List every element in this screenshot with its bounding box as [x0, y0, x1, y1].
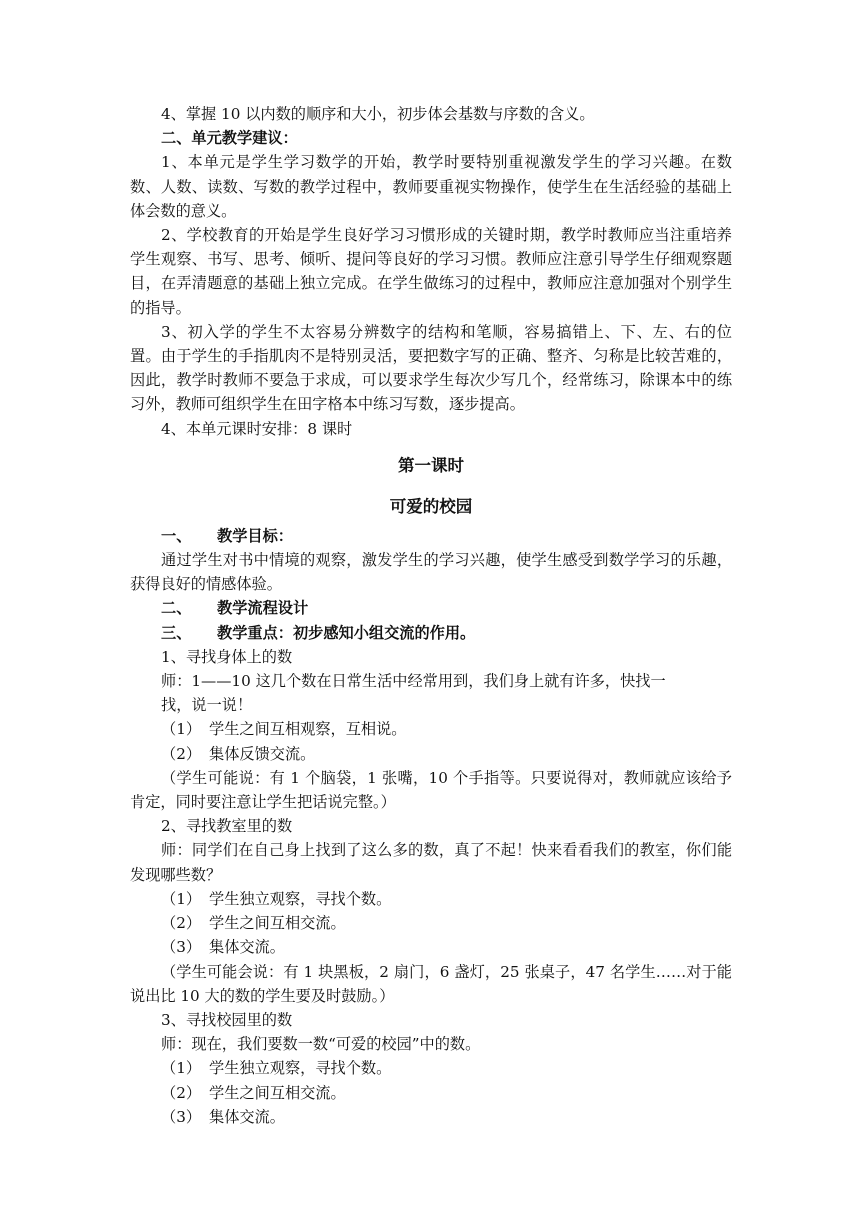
part-1-step-2-number: （2） [161, 744, 202, 763]
part-3-step-3-text: 集体交流。 [209, 1107, 285, 1126]
suggestion-4-paragraph: 4、本单元课时安排：8 课时 [161, 419, 353, 438]
part-1-teacher-line [130, 669, 732, 717]
document-page [130, 102, 732, 1129]
part-3-step-2-text: 学生之间互相交流。 [209, 1083, 346, 1102]
part-3-step-1-number: （1） [161, 1059, 202, 1078]
suggestion-2-paragraph: 2、学校教育的开始是学生良好学习习惯形成的关键时期，教学时教师应当注重培养学生观察、书写、思考、倾听、提问等良好的学习习惯。教师应注意引导学生仔细观察题目，在弄清题意的基础上独立完成。在学生做练习的过程中，教师应注意加强对个别学生的指导。 [130, 226, 732, 317]
part-1-title: 1、寻找身体上的数 [161, 647, 293, 666]
part-2-note: （学生可能会说：有 1 块黑板，2 扇门，6 盏灯，25 张桌子，47 名学生……对于能说出比 10 大的数的学生要及时鼓励。） [130, 962, 732, 1005]
part-2-step-3-number: （3） [161, 938, 202, 957]
part-2-step-1 [130, 887, 732, 911]
lesson-subtitle: 可爱的校园 [389, 496, 473, 516]
suggestion-3-paragraph: 3、初入学的学生不太容易分辨数字的结构和笔顺，容易搞错上、下、左、右的位置。由于学生的手指肌肉不是特别灵活，要把数字写的正确、整齐、匀称是比较苦难的，因此，教学时教师不要急于求成，可以要求学生每次少写几个，经常练习，除课本中的练习外，教师可组织学生在田字格本中练习写数，逐步提高。 [130, 322, 732, 414]
part-3-step-1-text: 学生独立观察，寻找个数。 [209, 1059, 392, 1078]
part-2-step-1-text: 学生独立观察，寻找个数。 [209, 889, 392, 908]
part-2-title: 2、寻找教室里的数 [161, 817, 293, 836]
focus-heading-text: 教学重点：初步感知小组交流的作用。 [217, 623, 476, 642]
part-3-step-1 [130, 1056, 732, 1080]
focus-heading [130, 621, 732, 645]
part-1-step-1-text: 学生之间互相观察，互相说。 [209, 720, 407, 739]
objective-paragraph: 通过学生对书中情境的观察，激发学生的学习兴趣，使学生感受到数学学习的乐趣，获得良好的情感体验。 [130, 551, 732, 594]
objective-heading [130, 524, 732, 548]
part-2-step-3-text: 集体交流。 [209, 938, 285, 957]
part-3-teacher: 师：现在，我们要数一数“可爱的校园”中的数。 [161, 1035, 481, 1054]
part-2-step-1-number: （1） [161, 889, 202, 908]
part-3-step-2 [130, 1081, 732, 1105]
objective-heading-number: 一、 [161, 526, 192, 545]
part-1-step-2-text: 集体反馈交流。 [209, 744, 316, 763]
part-1-step-1 [130, 717, 732, 741]
part-3-step-3-number: （3） [161, 1107, 202, 1126]
process-heading-text: 教学流程设计 [217, 599, 309, 618]
process-heading [130, 596, 732, 620]
part-3-step-2-number: （2） [161, 1083, 202, 1102]
process-heading-number: 二、 [161, 599, 192, 618]
part-1-note: （学生可能说：有 1 个脑袋，1 张嘴，10 个手指等。只要说得对，教师就应该给予肯定，同时要注意让学生把话说完整。） [130, 768, 732, 812]
part-1-step-1-number: （1） [161, 720, 202, 739]
part-2-step-2-number: （2） [161, 914, 202, 933]
goal-4-paragraph: 4、掌握 10 以内数的顺序和大小，初步体会基数与序数的含义。 [161, 105, 595, 123]
part-2-step-2-text: 学生之间互相交流。 [209, 914, 346, 933]
part-2-step-2 [130, 911, 732, 935]
part-2-teacher: 师：同学们在自己身上找到了这么多的数，真了不起！快来看看我们的教室，你们能发现哪些数？ [130, 841, 732, 884]
part-3-step-3 [130, 1105, 732, 1129]
part-3-title: 3、寻找校园里的数 [161, 1010, 293, 1029]
suggestion-1-paragraph: 1、本单元是学生学习数学的开始，教学时要特别重视激发学生的学习兴趣。在数数、人数、读数、写数的教学过程中，教师要重视实物操作，使学生在生活经验的基础上体会数的意义。 [130, 153, 732, 220]
suggestion-heading: 二、单元教学建议： [161, 129, 298, 148]
lesson-title: 第一课时 [398, 455, 464, 475]
part-1-teacher-text-2: 找，说一说！ [161, 696, 253, 715]
objective-heading-text: 教学目标： [217, 526, 293, 545]
part-2-step-3 [130, 935, 732, 959]
part-1-teacher-text-1: 师：1——10 这几个数在日常生活中经常用到，我们身上就有许多，快找一 [161, 672, 666, 691]
focus-heading-number: 三、 [161, 623, 192, 642]
part-1-step-2 [130, 742, 732, 766]
